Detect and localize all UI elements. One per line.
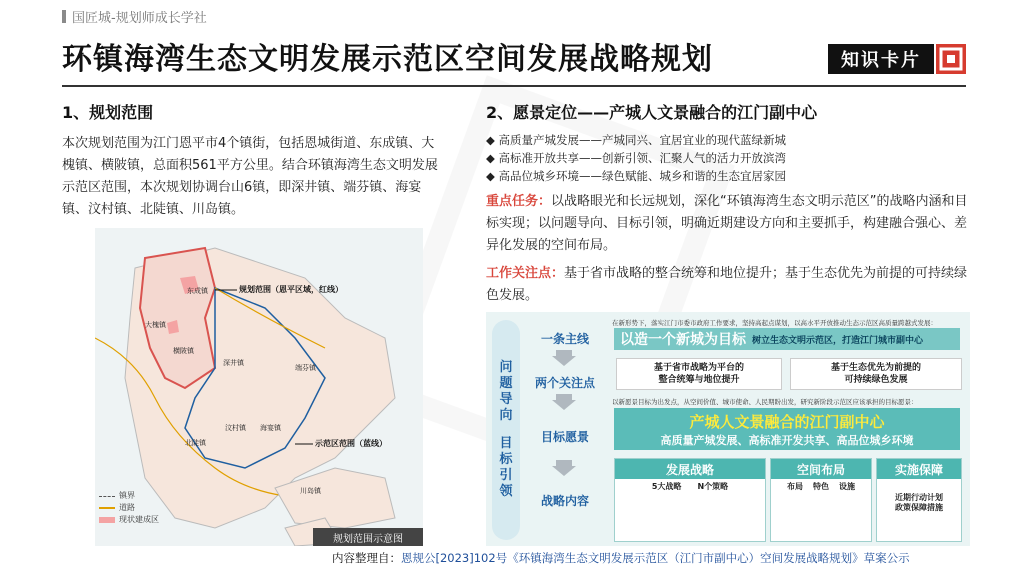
vision-panel [614, 408, 960, 450]
work-focus-text: 基于省市战略的整合统筹和地位提升；基于生态优先为前提的可持续绿色发展。 [486, 266, 968, 303]
column-item: 设施 [839, 482, 855, 491]
town-label: 横陂镇 [173, 347, 194, 355]
banner-title: 以造一个新城为目标 [620, 332, 746, 348]
page-title: 环镇海湾生态文明发展示范区空间发展战略规划 [62, 42, 713, 77]
column-item: 近期行动计划 [895, 493, 943, 502]
bullet-item: ◆ 高标准开放共享——创新引领、汇聚人气的活力开放滨湾 [486, 151, 786, 165]
bar-char: 题 [499, 376, 513, 391]
brand-header [62, 7, 207, 26]
focus-box-1: 基于省市战略为平台的 整合统筹与地位提升 [616, 358, 782, 390]
step-vision: 目标愿景 [540, 430, 589, 444]
footer-label: 内容整理自： [332, 551, 401, 565]
brand-name: 国匠城-规划师成长学社 [72, 11, 207, 26]
focus-box-2: 基于生态优先为前提的 可持续绿色发展 [790, 358, 962, 390]
column-item: N个策略 [697, 482, 729, 491]
column-body [771, 479, 871, 494]
main-line-banner [614, 328, 960, 350]
banner-subtitle: 树立生态文明示范区，打造江门城市副中心 [752, 335, 924, 346]
column-item: 特色 [813, 482, 829, 491]
town-label: 深井镇 [223, 359, 244, 367]
work-focus [486, 263, 968, 307]
built-area-swatch-icon [99, 517, 115, 523]
key-tasks-label: 重点任务： [486, 194, 552, 209]
town-label: 汶村镇 [225, 424, 246, 432]
legend-label: 镇界 [119, 491, 135, 500]
town-label: 端芬镇 [295, 364, 316, 372]
column-head: 发展战略 [615, 459, 765, 479]
key-tasks [486, 191, 968, 257]
legend-label: 道路 [119, 503, 135, 512]
strategy-framework-diagram [486, 312, 970, 546]
down-arrow-icon [552, 460, 576, 476]
column-head: 空间布局 [771, 459, 871, 479]
bar-char: 引 [499, 468, 513, 483]
town-label: 东成镇 [187, 287, 208, 295]
town-label: 大槐镇 [145, 321, 166, 329]
map-legend [99, 490, 159, 526]
footer-source: 恩规公[2023]102号《环镇海湾生态文明发展示范区（江门市副中心）空间发展战略规划》草案公示 [401, 551, 910, 565]
map-caption: 规划范围示意图 [313, 528, 423, 546]
section2-title: 2、愿景定位——产城人文景融合的江门副中心 [486, 103, 818, 122]
vision-bullets [486, 131, 966, 185]
road-swatch-icon [99, 507, 115, 509]
logo-icon [936, 44, 966, 74]
title-divider [62, 85, 966, 87]
bar-char: 领 [499, 484, 513, 499]
town-boundary-swatch-icon [99, 496, 115, 497]
brand-bar-icon [62, 10, 66, 23]
down-arrow-icon [552, 350, 576, 366]
town-label: 川岛镇 [300, 487, 321, 495]
vision-note: 以新愿景目标为出发点，从空间价值、城市使命、人民期盼出发，研究新阶段示范区应该承担的目标愿景： [612, 398, 918, 406]
plan-area-callout: 规划范围（恩平区域，红线） [239, 285, 343, 294]
vision-subtitle: 高质量产城发展、高标准开发共享、高品位城乡环境 [660, 434, 914, 447]
planning-map [95, 228, 423, 546]
column-head: 实施保障 [877, 459, 961, 479]
spatial-layout-column [770, 458, 872, 542]
work-focus-label: 工作关注点： [486, 266, 565, 281]
bullet-item: ◆ 高品位城乡环境——绿色赋能、城乡和谐的生态宜居家园 [486, 169, 786, 183]
key-tasks-text: 以战略眼光和长远规划，深化“环镇海湾生态文明示范区”的战略内涵和目标实现；以问题导向、目标引领，明确近期建设方向和主要抓手，构建融合强心、差异化发展的空间布局。 [486, 194, 968, 253]
legend-label: 现状建成区 [119, 515, 159, 524]
bullet-item: ◆ 高质量产城发展——产城同兴、宜居宜业的现代蓝绿新城 [486, 133, 786, 147]
town-label: 北陡镇 [185, 439, 206, 447]
column-item: 政策保障措施 [895, 503, 943, 512]
demo-area-callout: 示范区范围（蓝线） [315, 439, 387, 448]
step-strategy: 战略内容 [540, 494, 589, 508]
section1-text: 本次规划范围为江门恩平市4个镇街，包括恩城街道、东成镇、大槐镇、横陂镇，总面积561平方公里。结合环镇海湾生态文明发展示范区范围，本次规划协调台山6镇，即深井镇、端芬镇、海宴镇、汶村镇、北陡镇、川岛镇。 [62, 136, 438, 217]
column-item: 布局 [787, 482, 803, 491]
bar-char: 向 [499, 408, 513, 423]
down-arrow-icon [552, 394, 576, 410]
bar-char: 问 [499, 360, 513, 375]
dev-strategy-column [614, 458, 766, 542]
source-footer [332, 550, 910, 566]
implementation-column [876, 458, 962, 542]
step-focus-points: 两个关注点 [534, 376, 595, 390]
vision-title: 产城人文景融合的江门副中心 [689, 413, 885, 431]
column-body [615, 479, 765, 494]
bar-char: 导 [499, 392, 513, 407]
knowledge-card-badge: 知识卡片 [828, 44, 934, 74]
column-item: 5大战略 [651, 482, 682, 491]
step-main-line: 一条主线 [540, 332, 589, 346]
bar-char: 标 [499, 452, 513, 467]
orientation-bar [492, 320, 520, 540]
section1-title: 1、规划范围 [62, 103, 154, 122]
bar-char: 目 [499, 436, 513, 451]
column-body [877, 479, 961, 516]
top-note: 在新形势下，落实江门市委市政府工作要求，坚持高起点谋划，以高水平开放推动生态示范区高质量跨越式发展： [612, 319, 937, 327]
town-label: 海宴镇 [260, 424, 281, 432]
